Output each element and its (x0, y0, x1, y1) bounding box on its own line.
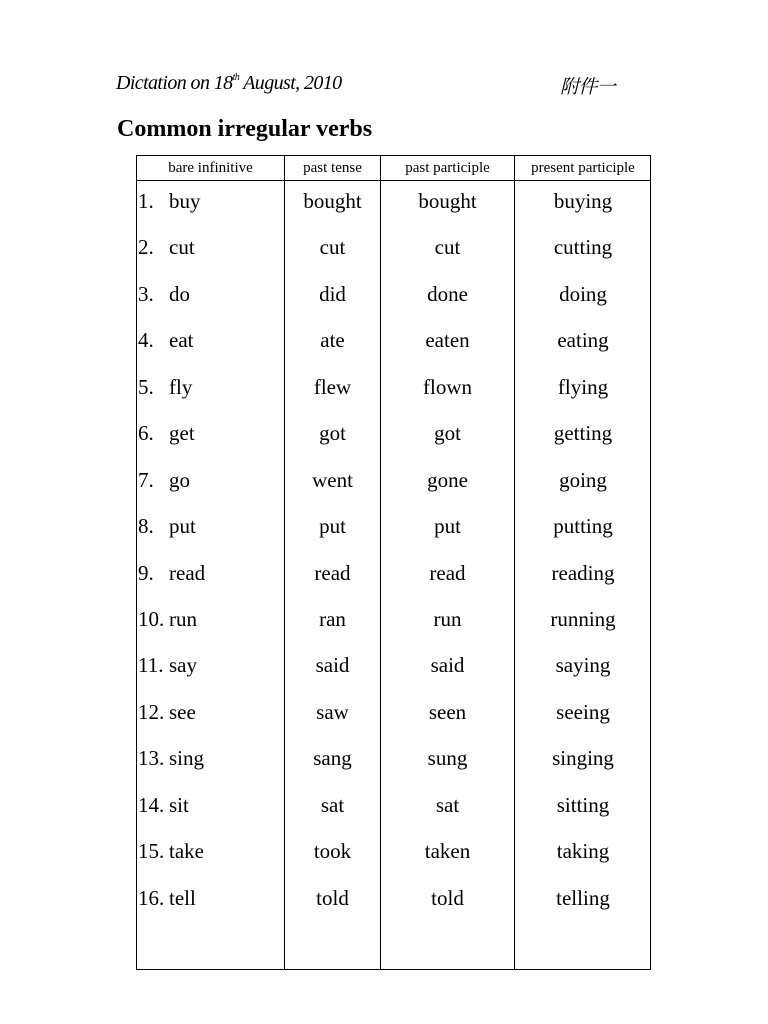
verb-table (136, 155, 651, 970)
past-participle-cell: said (430, 653, 465, 678)
verb-rows (137, 181, 650, 924)
past-participle-cell: eaten (425, 328, 470, 353)
present-participle-cell: eating (557, 328, 609, 353)
bare-infinitive-cell: see (169, 699, 196, 724)
past-tense-cell: sang (313, 746, 352, 771)
bare-infinitive-cell: eat (169, 328, 194, 353)
bare-infinitive-cell: say (169, 653, 197, 678)
dictation-suffix: August, 2010 (239, 72, 342, 94)
bare-infinitive-cell: sing (169, 746, 205, 771)
present-participle-cell: buying (553, 189, 613, 213)
bare-infinitive-cell: get (169, 421, 195, 446)
bare-infinitive-cell: buy (169, 189, 201, 213)
past-tense-cell: cut (319, 235, 346, 260)
present-participle-cell: flying (557, 374, 609, 399)
past-participle-cell: sat (435, 792, 460, 817)
verb-number: 10. (138, 606, 165, 631)
verb-number: 13. (138, 746, 165, 771)
past-tense-cell: told (316, 885, 349, 910)
table-row (137, 599, 650, 645)
bare-infinitive-cell: run (169, 606, 197, 631)
bare-infinitive-cell: sit (169, 792, 189, 817)
page-title: Common irregular verbs (117, 116, 373, 142)
bare-infinitive-cell: cut (169, 235, 195, 260)
present-participle-cell: saying (555, 653, 611, 678)
column-header-past-participle: past participle (405, 160, 490, 176)
column-header-present-participle: present participle (531, 160, 635, 176)
verb-number: 6. (138, 421, 154, 446)
bare-infinitive-cell: take (169, 839, 204, 864)
verb-number: 2. (138, 235, 154, 260)
past-tense-cell: flew (313, 374, 352, 399)
past-tense-cell: put (319, 514, 346, 539)
verb-number: 16. (138, 885, 165, 910)
present-participle-cell: putting (553, 514, 613, 539)
verb-number: 12. (138, 699, 165, 724)
present-participle-cell: reading (551, 560, 615, 585)
past-participle-cell: taken (424, 839, 471, 864)
table-row (137, 738, 650, 784)
table-row (137, 785, 650, 831)
past-participle-cell: done (427, 281, 468, 306)
verb-number: 3. (138, 281, 154, 306)
table-row (137, 553, 650, 599)
verb-number: 9. (138, 560, 154, 585)
verb-number: 5. (138, 374, 154, 399)
past-tense-cell: read (314, 560, 351, 585)
past-participle-cell: seen (428, 699, 467, 724)
past-participle-cell: sung (427, 746, 468, 771)
past-tense-cell: saw (316, 699, 349, 724)
verb-number: 15. (138, 839, 165, 864)
past-tense-cell: did (319, 281, 346, 306)
past-tense-cell: ran (319, 606, 346, 631)
past-tense-cell: ate (320, 328, 345, 353)
table-row (137, 878, 650, 924)
verb-number: 8. (138, 514, 154, 539)
present-participle-cell: cutting (553, 235, 613, 260)
dictation-ordinal-suffix: th (232, 72, 240, 83)
present-participle-cell: taking (556, 839, 610, 864)
present-participle-cell: doing (559, 281, 607, 306)
past-participle-cell: flown (423, 374, 472, 399)
bare-infinitive-cell: go (169, 467, 190, 492)
table-row (137, 413, 650, 459)
table-row (137, 320, 650, 366)
table-row (137, 645, 650, 691)
present-participle-cell: getting (553, 421, 613, 446)
verb-number: 7. (138, 467, 154, 492)
past-participle-cell: run (433, 606, 462, 631)
table-row (137, 460, 650, 506)
present-participle-cell: singing (552, 746, 614, 771)
table-row (137, 831, 650, 877)
past-participle-cell: gone (427, 467, 468, 492)
present-participle-cell: running (550, 606, 616, 631)
present-participle-cell: sitting (556, 792, 610, 817)
past-tense-cell: sat (320, 792, 345, 817)
present-participle-cell: seeing (556, 699, 610, 724)
bare-infinitive-cell: do (169, 281, 190, 306)
past-tense-cell: went (312, 467, 353, 492)
bare-infinitive-cell: read (169, 560, 206, 585)
dictation-date (116, 72, 342, 95)
past-tense-cell: bought (303, 189, 362, 213)
table-row (137, 506, 650, 552)
past-participle-cell: bought (418, 189, 477, 213)
past-participle-cell: read (429, 560, 466, 585)
verb-number: 14. (138, 792, 165, 817)
bare-infinitive-cell: put (169, 514, 196, 539)
attachment-label: 附件一 (560, 76, 616, 98)
past-tense-cell: took (313, 839, 352, 864)
present-participle-cell: telling (556, 885, 610, 910)
verb-number: 11. (138, 653, 164, 678)
bare-infinitive-cell: fly (169, 374, 193, 399)
past-participle-cell: got (434, 421, 461, 446)
verb-number: 1. (138, 189, 154, 213)
past-participle-cell: put (434, 514, 461, 539)
verb-number: 4. (138, 328, 154, 353)
present-participle-cell: going (559, 467, 607, 492)
table-row (137, 181, 650, 227)
table-row (137, 274, 650, 320)
column-header-bare-infinitive: bare infinitive (168, 160, 253, 176)
table-row (137, 692, 650, 738)
table-row (137, 227, 650, 273)
dictation-prefix: Dictation on 18 (116, 72, 233, 94)
header-line (116, 72, 636, 100)
table-row (137, 367, 650, 413)
past-tense-cell: said (315, 653, 350, 678)
past-participle-cell: cut (434, 235, 461, 260)
past-tense-cell: got (319, 421, 346, 446)
column-header-past-tense: past tense (303, 160, 362, 176)
past-participle-cell: told (431, 885, 464, 910)
bare-infinitive-cell: tell (169, 885, 196, 910)
